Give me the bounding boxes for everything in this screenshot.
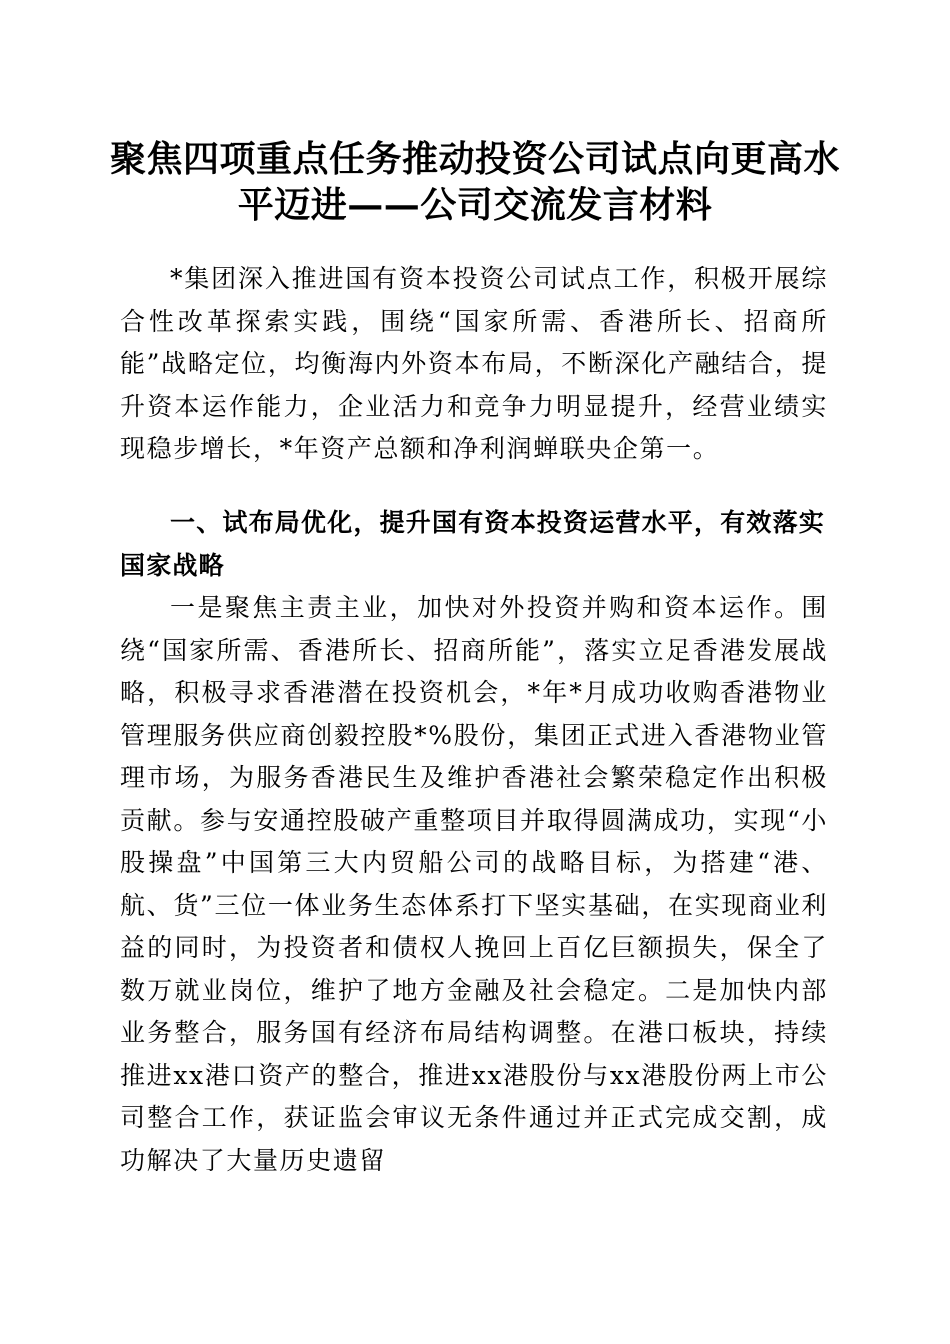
document-title: 聚焦四项重点任务推动投资公司试点向更高水平迈进——公司交流发言材料 [109, 138, 840, 226]
intro-paragraph: *集团深入推进国有资本投资公司试点工作，积极开展综合性改革探索实践，围绕“国家所需、香港所长、招商所能”战略定位，均衡海内外资本布局，不断深化产融结合，提升资本运作能力，企业活力和竞争力明显提升，经营业绩实现稳步增长，*年资产总额和净利润蝉联央企第一。 [120, 264, 828, 463]
body-paragraph: 一是聚焦主责主业，加快对外投资并购和资本运作。围绕“国家所需、香港所长、招商所能”，落实立足香港发展战略，积极寻求香港潜在投资机会，*年*月成功收购香港物业管理服务供应商创毅控股*%股份，集团正式进入香港物业管理市场，为服务香港民生及维护香港社会繁荣稳定作出积极贡献。参与安通控股破产重整项目并取得圆满成功，实现“小股操盘”中国第三大内贸船公司的战略目标，为搭建“港、航、货”三位一体业务生态体系打下坚实基础，在实现商业利益的同时，为投资者和债权人挽回上百亿巨额损失，保全了数万就业岗位，维护了地方金融及社会稳定。二是加快内部业务整合，服务国有经济布局结构调整。在港口板块，持续推进xx港口资产的整合，推进xx港股份与xx港股份两上市公司整合工作，获证监会审议无条件通过并正式完成交割，成功解决了大量历史遗留 [120, 593, 828, 1175]
section-heading: 一、试布局优化，提升国有资本投资运营水平，有效落实国家战略 [120, 508, 826, 580]
